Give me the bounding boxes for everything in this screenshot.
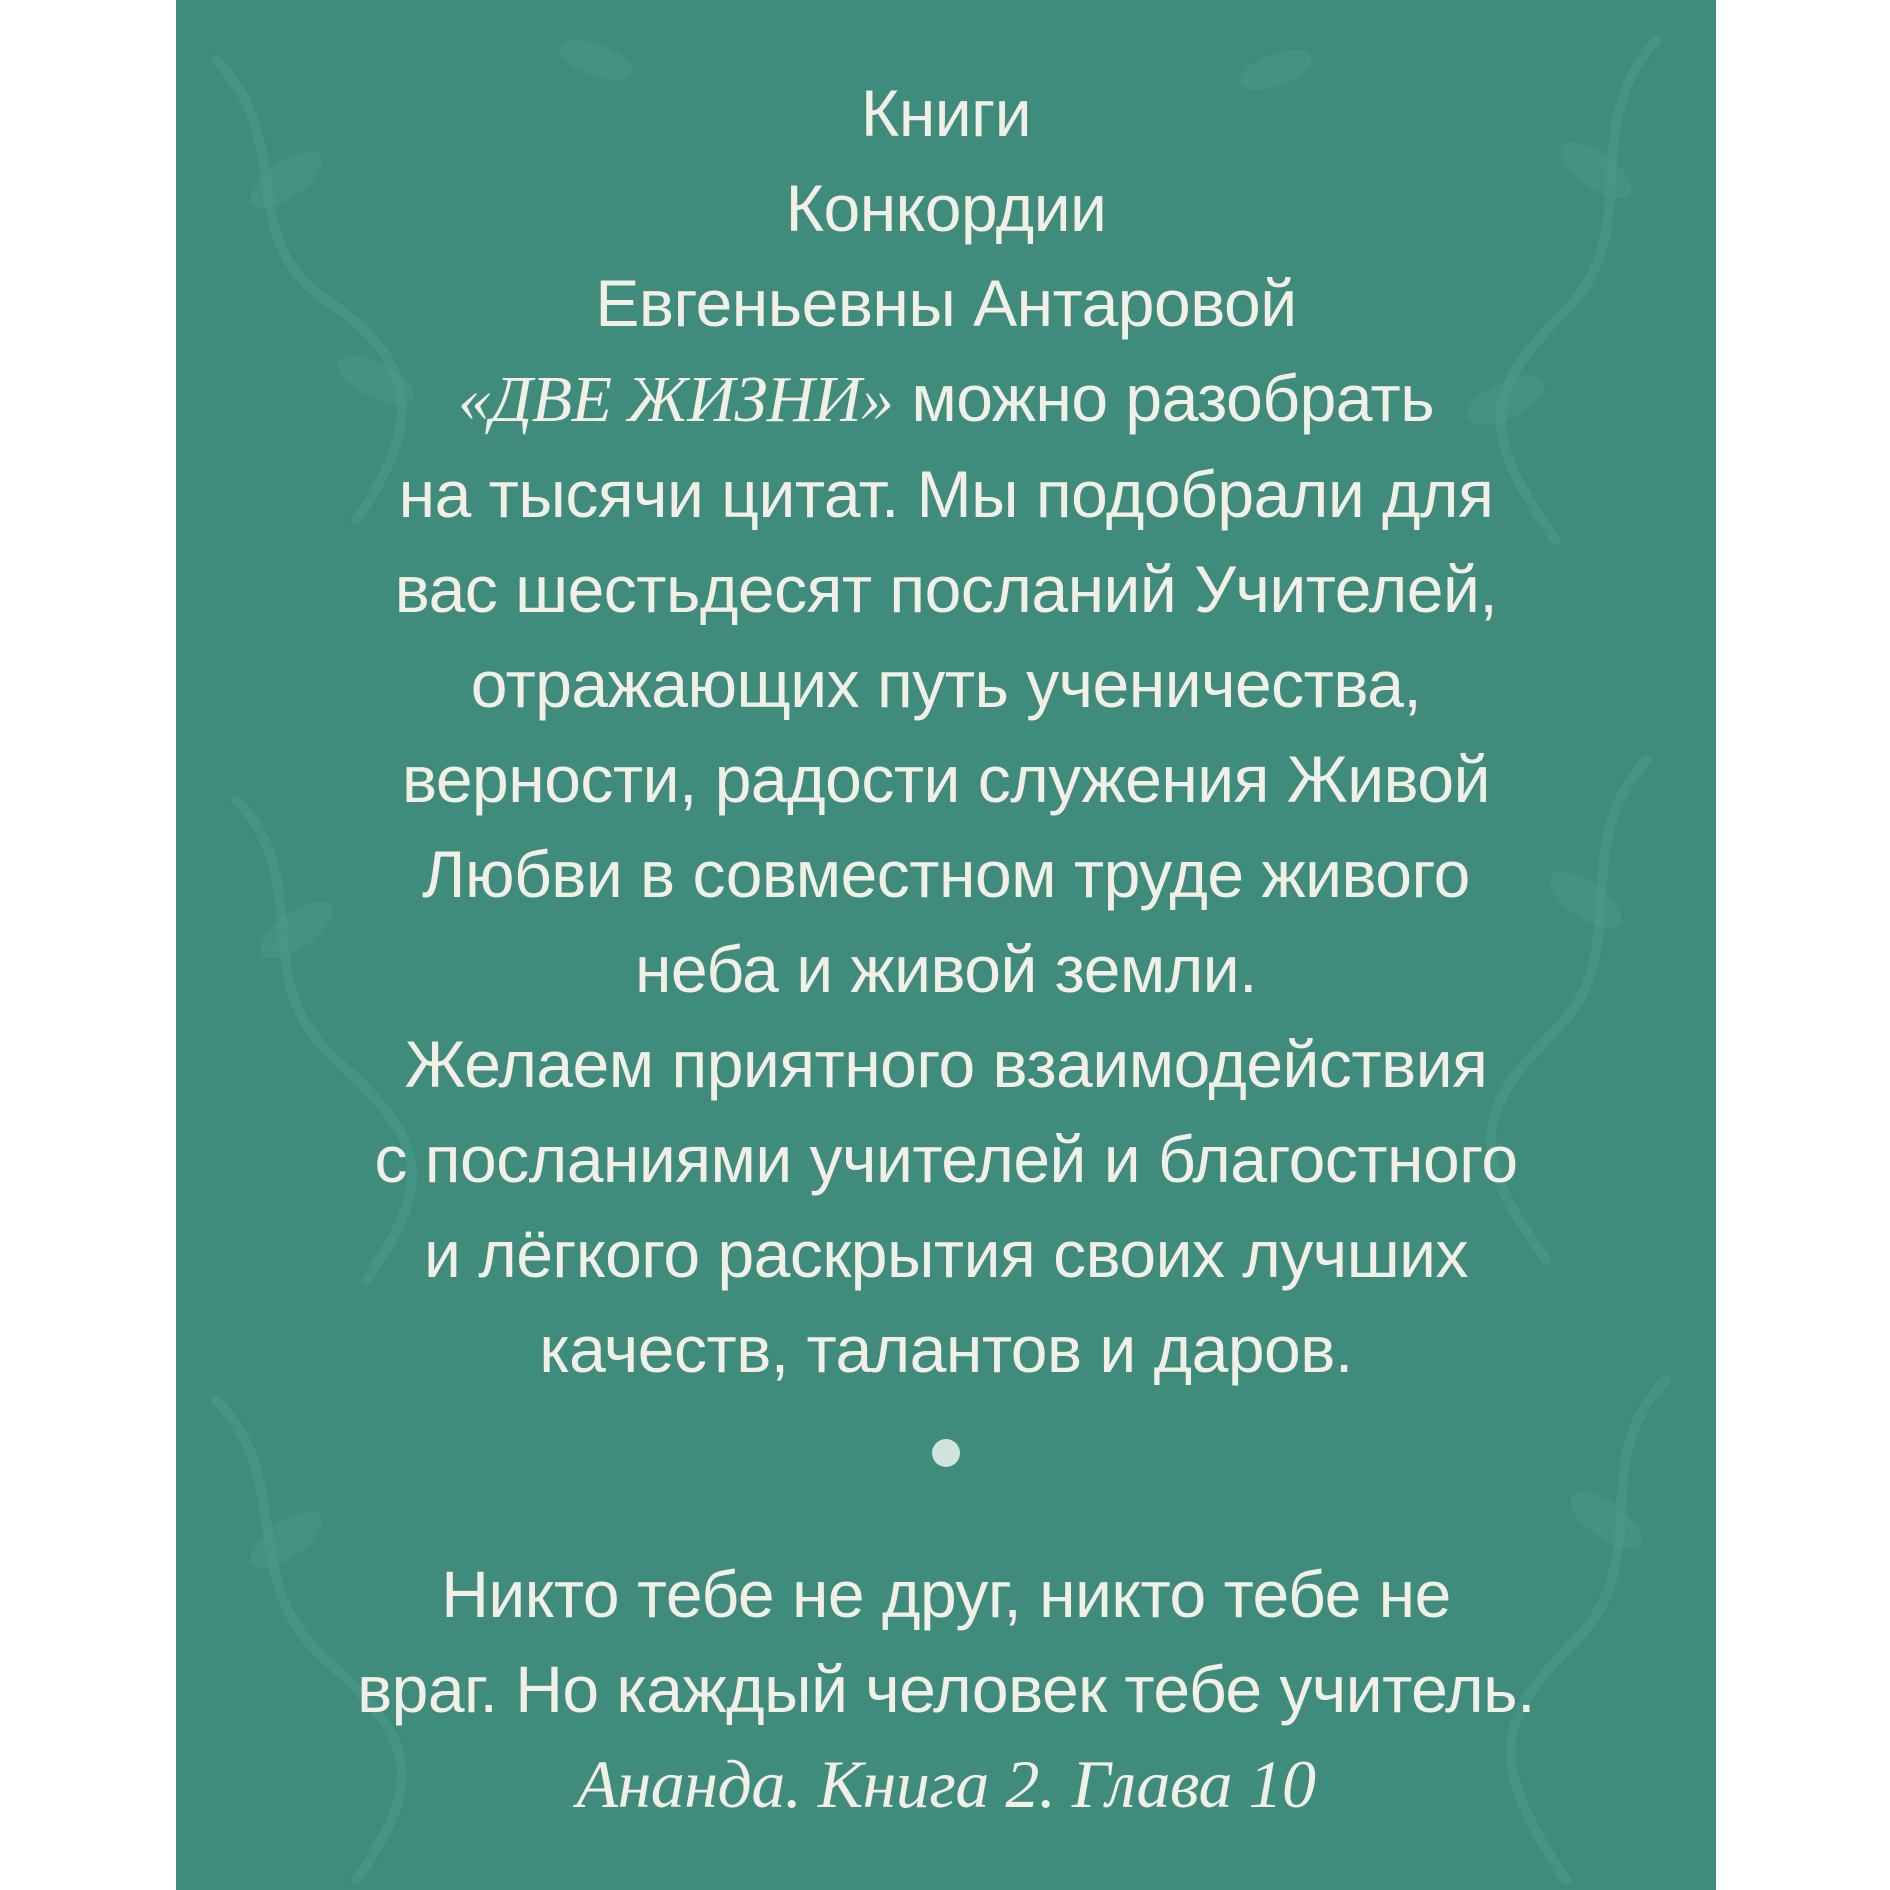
description-text: [176, 66, 1716, 1832]
body-line: верности, радости служения Живой: [402, 742, 1490, 816]
quote-line-1: Никто тебе не друг, никто тебе не: [441, 1557, 1451, 1631]
quote-line-2: враг. Но каждый человек тебе учитель.: [357, 1652, 1535, 1726]
body-line: вас шестьдесят посланий Учителей,: [394, 552, 1498, 626]
book-title: «ДВЕ ЖИЗНИ»: [457, 363, 894, 436]
section-separator: [176, 1397, 1716, 1547]
intro-line-4: [176, 351, 1716, 447]
body-line: неба и живой земли.: [634, 932, 1257, 1006]
body-line: и лёгкого раскрытия своих лучших: [423, 1217, 1469, 1291]
body-line: качеств, талантов и даров.: [539, 1312, 1353, 1386]
body-line: отражающих путь ученичества,: [470, 647, 1422, 721]
intro-line-1: Книги: [860, 76, 1032, 150]
intro-line-4-rest: можно разобрать: [911, 361, 1435, 435]
body-line: Любви в совместном труде живого: [422, 837, 1470, 911]
body-line: Желаем приятного взаимодействия: [404, 1027, 1488, 1101]
dot-icon: [932, 1439, 960, 1467]
intro-line-2: Конкордии: [785, 171, 1107, 245]
body-line: с посланиями учителей и благостного: [374, 1122, 1518, 1196]
book-back-cover: [176, 0, 1716, 1890]
body-line: на тысячи цитат. Мы подобрали для: [398, 457, 1494, 531]
quote-attribution: Ананда. Книга 2. Глава 10: [576, 1746, 1316, 1822]
intro-line-3: Евгеньевны Антаровой: [595, 266, 1297, 340]
